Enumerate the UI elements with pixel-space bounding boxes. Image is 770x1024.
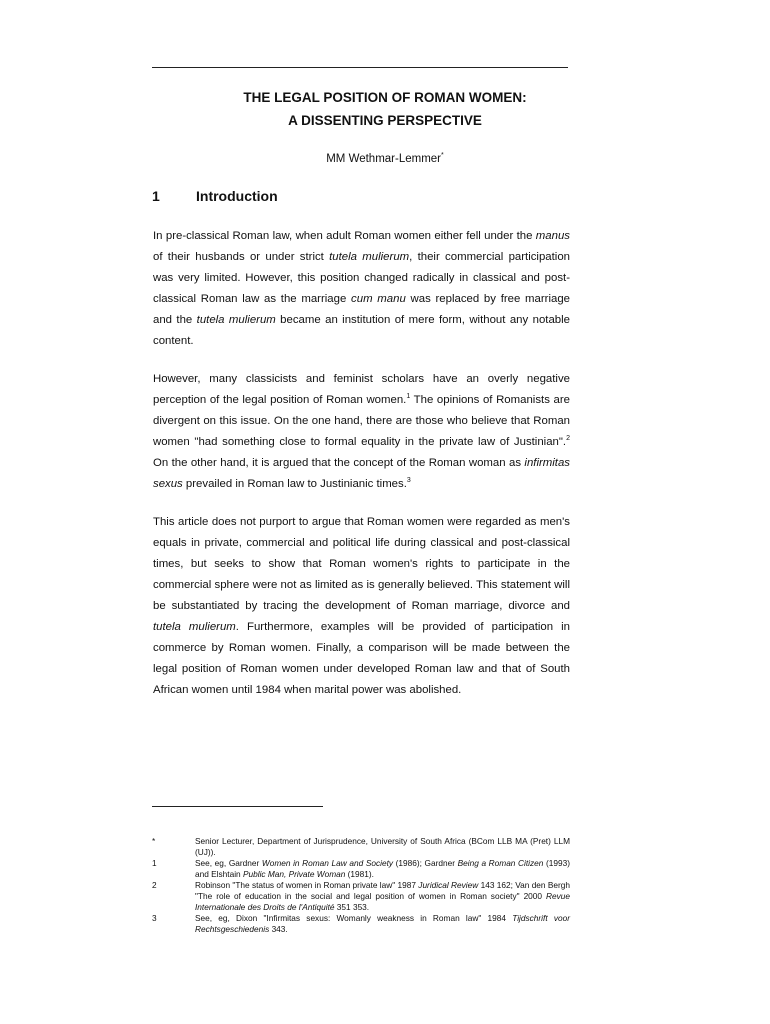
- text-run: Robinson "The status of women in Roman private law" 1987: [195, 880, 419, 891]
- footnote-ref: 1: [406, 393, 411, 401]
- italic-term: cum manu: [351, 293, 406, 305]
- author-name: MM Wethmar-Lemmer: [326, 152, 442, 165]
- footnote-star: [152, 836, 570, 857]
- top-rule: [152, 67, 568, 68]
- body-text: [153, 226, 570, 718]
- text-run: . Furthermore, examples will be provided of participation in commerce by Roman women. Finally, a comparison will be made between the legal position of Roman women under developed Roman law and that of South African women until 1984 when marital power was abolished.: [153, 621, 570, 696]
- footnote-2: [152, 880, 570, 912]
- text-run: The opinions of Romanists are divergent on this issue. On the one hand, there are those who believe that Roman women "had something close to formal equality in the private law of Justinian".: [153, 394, 570, 448]
- footnote-marker: 3: [152, 913, 157, 924]
- text-run: of their husbands or under strict: [153, 251, 330, 263]
- title-line-2: A DISSENTING PERSPECTIVE: [288, 113, 482, 128]
- footnote-ref: 3: [406, 477, 411, 485]
- italic-title: Revue Internationale des Droits de l'Antiquité: [195, 890, 570, 912]
- footnote-text: [195, 913, 570, 934]
- text-run: See, eg, Gardner: [195, 858, 262, 869]
- paragraph-1: [153, 226, 570, 352]
- text-run: In pre-classical Roman law, when adult Roman women either fell under the: [153, 230, 536, 242]
- italic-title: Women in Roman Law and Society: [261, 858, 394, 869]
- footnote-3: [152, 913, 570, 934]
- footnote-text: [195, 858, 570, 879]
- italic-title: Public Man, Private Woman: [242, 868, 346, 879]
- text-run: 351 353.: [334, 901, 370, 912]
- italic-title: Juridical Review: [418, 880, 479, 891]
- footnote-text: Senior Lecturer, Department of Jurisprudence, University of South Africa (BCom LLB MA (Pret) LLM (UJ)).: [195, 836, 570, 857]
- text-run: became an institution of mere form, without any notable content.: [153, 314, 570, 347]
- title-line-1: THE LEGAL POSITION OF ROMAN WOMEN:: [243, 90, 527, 105]
- italic-term: infirmitas sexus: [153, 457, 570, 490]
- italic-term: tutela mulierum: [329, 251, 410, 263]
- italic-term: tutela mulierum: [196, 314, 276, 326]
- author-line: [0, 152, 770, 165]
- italic-title: Tijdschrift voor Rechtsgeschiedenis: [195, 913, 570, 934]
- italic-term: tutela mulierum: [153, 621, 236, 633]
- paragraph-2: [153, 369, 570, 495]
- footnote-1: [152, 858, 570, 879]
- text-run: prevailed in Roman law to Justinianic times.: [182, 478, 407, 490]
- footnotes: [152, 836, 570, 935]
- italic-term: manus: [535, 230, 570, 242]
- italic-title: Being a Roman Citizen: [457, 858, 544, 869]
- text-run: 343.: [269, 923, 288, 934]
- footnote-rule: [152, 806, 323, 807]
- text-run: However, many classicists and feminist scholars have an overly negative perception of the legal position of Roman women.: [153, 373, 570, 406]
- footnote-text: [195, 880, 570, 912]
- text-run: was replaced by free marriage and the: [153, 293, 570, 326]
- text-run: (1986); Gardner: [393, 858, 458, 869]
- paragraph-3: [153, 512, 570, 701]
- text-run: See, eg, Dixon "Infirmitas sexus: Womanly weakness in Roman law" 1984: [195, 913, 513, 924]
- section-number: 1: [152, 188, 160, 204]
- text-run: On the other hand, it is argued that the concept of the Roman woman as: [153, 457, 525, 469]
- text-run: 143 162; Van den Bergh "The role of education in the social and legal position of women in Roman society" 2000: [195, 880, 570, 901]
- footnote-marker: 1: [152, 858, 157, 869]
- footnote-marker: 2: [152, 880, 157, 891]
- text-run: (1993) and Elshtain: [195, 858, 571, 879]
- section-heading: [152, 188, 278, 204]
- text-run: , their commercial participation was very limited. However, this position changed radically in classical and post-classical Roman law as the marriage: [153, 251, 570, 305]
- text-run: (1981).: [345, 868, 374, 879]
- author-footnote-mark: *: [441, 152, 444, 159]
- text-run: This article does not purport to argue that Roman women were regarded as men's equals in private, commercial and political life during classical and post-classical times, but seeks to show that Roman women's rights to participate in the commercial sphere were not as limited as is generally believed. This statement will be substantiated by tracing the development of Roman marriage, divorce and: [153, 516, 570, 612]
- footnote-marker: *: [152, 836, 156, 846]
- section-title: Introduction: [196, 188, 278, 204]
- footnote-ref: 2: [566, 435, 570, 443]
